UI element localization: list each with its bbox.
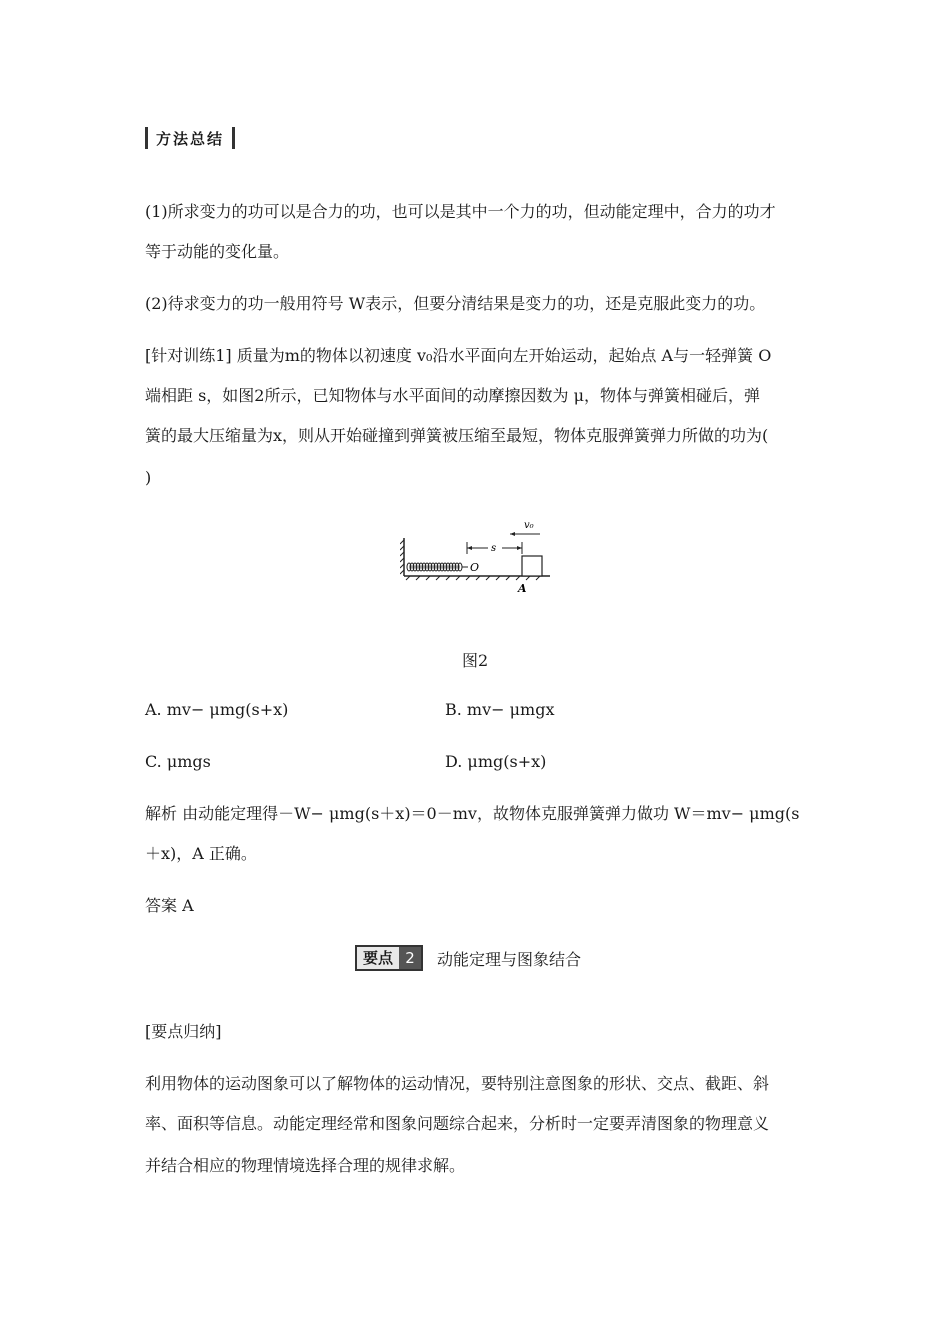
s-right-arrowhead [517,546,522,550]
header-right-bar [232,127,235,149]
label-v0: v₀ [524,520,534,531]
solution-line-1: 解析 由动能定理得－W− μmg(s＋x)＝0－mv，故物体克服弹簧弹力做功 W＝mv− μmg(s [145,804,800,823]
figure-caption: 图2 [462,651,489,670]
summary-line-2: 率、面积等信息。动能定理经常和图象问题综合起来，分析时一定要弄清图象的物理意义 [145,1114,770,1133]
label-A: A [518,582,527,595]
answer-line: 答案 A [145,896,194,915]
keypoint-badge [355,945,423,971]
keypoint-2-header [355,945,581,971]
problem-line-1: [针对训练1] 质量为m的物体以初速度 v₀沿水平面向左开始运动，起始点 A与一轻弹簧 O [145,346,772,365]
spring-block-diagram [400,518,560,598]
problem-line-4: ) [145,468,152,487]
keypoint-label: 要点 [357,947,399,969]
option-a: A. mv− μmg(s+x) [145,700,289,719]
solution-line-2: ＋x)，A 正确。 [145,844,257,863]
method-point-1-line-1: (1)所求变力的功可以是合力的功，也可以是其中一个力的功，但动能定理中，合力的功才 [145,202,776,221]
method-point-1-line-2: 等于动能的变化量。 [145,242,290,261]
problem-line-2: 端相距 s，如图2所示，已知物体与水平面间的动摩擦因数为 μ，物体与弹簧相碰后，弹 [145,386,760,405]
header-left-bar [145,127,148,149]
v0-arrowhead [510,532,515,536]
problem-line-3: 簧的最大压缩量为x，则从开始碰撞到弹簧被压缩至最短，物体克服弹簧弹力所做的功为( [145,426,769,445]
option-c: C. μmgs [145,752,211,771]
method-summary-header [145,126,235,150]
label-O: O [470,561,480,574]
method-summary-title: 方法总结 [156,129,225,148]
keypoint-title: 动能定理与图象结合 [437,949,582,969]
keypoint-number: 2 [399,947,421,969]
method-point-2: (2)待求变力的功一般用符号 W表示，但要分清结果是变力的功，还是克服此变力的功。 [145,294,766,313]
block [522,556,542,576]
label-s: s [491,543,497,554]
spring-coil [407,563,462,571]
figure-spring-block [400,518,560,602]
summary-line-1: 利用物体的运动图象可以了解物体的运动情况，要特别注意图象的形状、交点、截距、斜 [145,1074,770,1093]
option-d: D. μmg(s+x) [445,752,547,771]
summary-line-3: 并结合相应的物理情境选择合理的规律求解。 [145,1156,466,1175]
option-b: B. mv− μmgx [445,700,555,719]
summary-heading: [要点归纳] [145,1022,222,1041]
s-left-arrowhead [467,546,472,550]
